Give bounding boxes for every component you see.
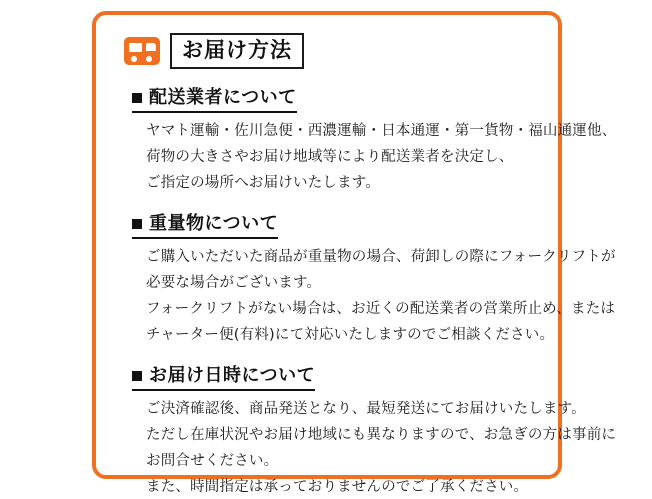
square-bullet-icon [132,93,142,103]
delivery-truck-icon [124,37,160,65]
body-line: ご指定の場所へお届けいたします。 [146,175,381,192]
section-heavy-items-heading-label: 重量物について [149,213,279,235]
body-line: ただし在庫状況やお届け地域にも異なりますので、お急ぎの方は事前に [146,426,617,443]
section-carrier-heading-label: 配送業者について [149,87,297,109]
body-line: ご決済確認後、商品発送となり、最短発送にてお届けいたします。 [146,400,586,417]
card-content [96,15,617,496]
section-heavy-items-body [132,246,616,348]
body-line: お問合せください。 [146,453,279,470]
card-title-row [124,33,536,69]
square-bullet-icon [132,219,142,229]
section-delivery-datetime [118,364,617,499]
body-line: また、時間指定は承っておりませんのでご了承ください。 [146,479,529,496]
section-delivery-datetime-heading [132,364,315,390]
body-line: チャーター便(有料)にて対応いたしますのでご相談ください。 [146,327,555,344]
body-line: 必要な場合がございます。 [146,274,322,291]
section-carrier [118,86,617,195]
body-line: ご購入いただいた商品が重量物の場合、荷卸しの際にフォークリフトが [146,248,616,265]
section-delivery-datetime-body [132,398,617,499]
delivery-info-card [92,11,617,496]
body-line: 荷物の大きさやお届け地域等により配送業者を決定し、 [146,148,514,165]
section-delivery-datetime-heading-label: お届け日時について [149,365,316,387]
section-heavy-items [118,212,616,347]
section-heavy-items-heading [132,212,278,238]
body-line: フォークリフトがない場合は、お近くの配送業者の営業所止め、または [146,300,616,317]
body-line: ヤマト運輸・佐川急便・西濃運輸・日本通運・第一貨物・福山通運他、 [146,122,617,139]
section-carrier-body [132,120,617,196]
section-carrier-heading [132,86,297,112]
page-title: お届け方法 [170,33,304,69]
square-bullet-icon [132,371,142,381]
